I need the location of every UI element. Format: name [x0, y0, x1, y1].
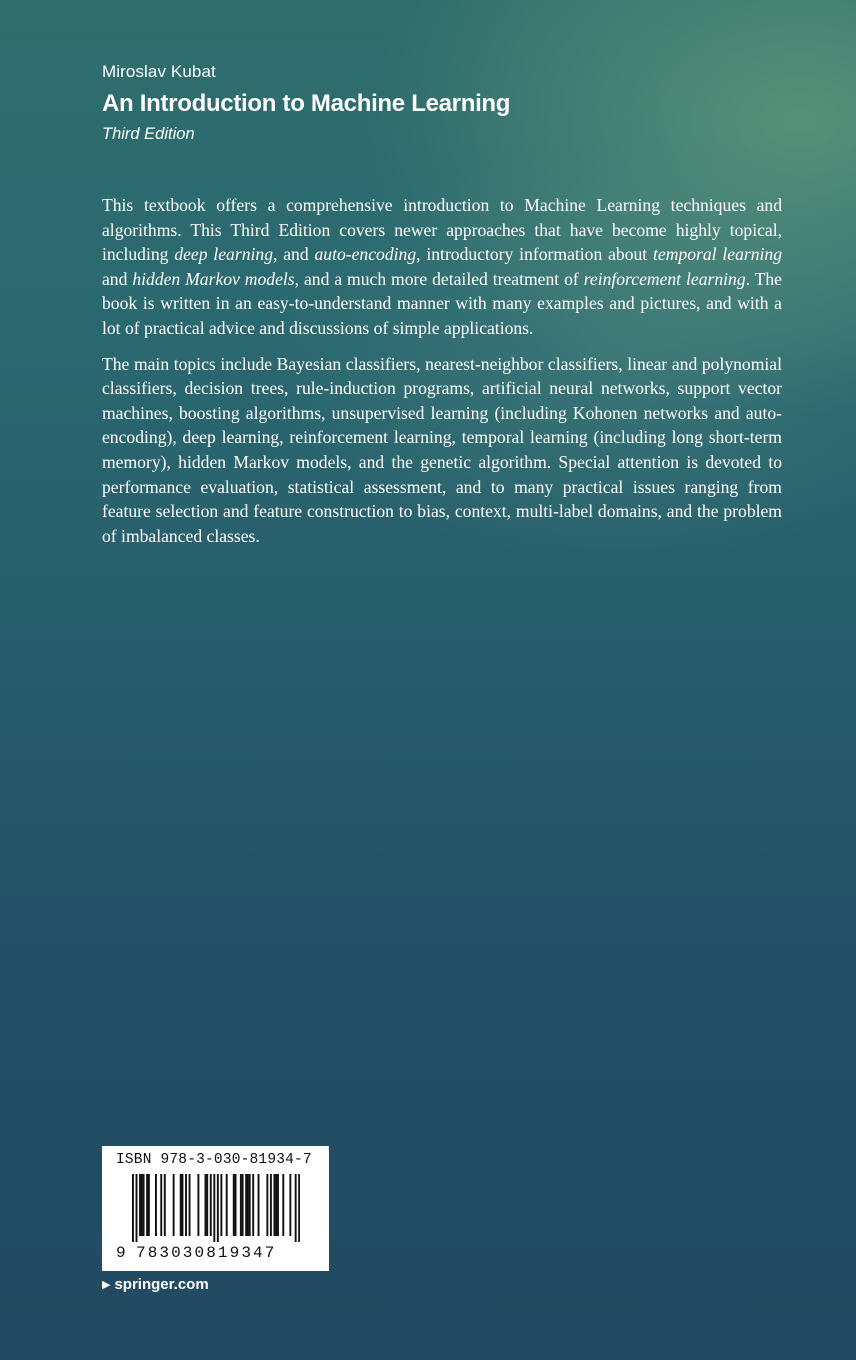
text-run: , and a much more detailed treatment of	[294, 268, 584, 289]
publisher-link[interactable]	[102, 1276, 209, 1293]
isbn-first-digit: 9	[116, 1244, 126, 1262]
barcode-bar	[205, 1174, 207, 1236]
barcode-bar	[213, 1174, 215, 1242]
barcode-bar	[226, 1174, 228, 1236]
text-run: and	[102, 268, 133, 289]
barcode-bar	[143, 1174, 145, 1236]
barcode-bar	[206, 1174, 208, 1236]
barcode-bar	[173, 1174, 175, 1236]
barcode-bar	[217, 1174, 219, 1242]
barcode-bar	[249, 1174, 251, 1236]
barcode-bar	[270, 1174, 272, 1236]
author-name: Miroslav Kubat	[102, 62, 216, 81]
barcode-bar	[210, 1174, 212, 1236]
barcode-bar	[233, 1174, 235, 1236]
barcode-bar	[298, 1174, 300, 1242]
barcode-bar	[197, 1174, 199, 1236]
barcode-bar	[252, 1174, 254, 1236]
arrow-right-icon: ▶	[102, 1279, 111, 1291]
barcode-bar	[242, 1174, 244, 1236]
barcode-bar	[132, 1174, 134, 1242]
barcode-bar	[189, 1174, 191, 1236]
isbn-barcode-box	[102, 1146, 329, 1271]
barcode-bar	[273, 1174, 275, 1236]
text-run: . The book is written in an easy-to-understand manner with many examples and pictures, and with a lot of practical advice and discussions of simple applications.	[102, 268, 782, 338]
description-paragraph-2: The main topics include Bayesian classifiers, nearest-neighbor classifiers, linear and polynomial classifiers, decision trees, rule-induction programs, artificial neural networks, support vector machines, boosting algorithms, unsupervised learning (including Kohonen networks and auto-encoding), deep learning, reinforcement learning, temporal learning (including long short-term memory), hidden Markov models, and the genetic algorithm. Special attention is devoted to performance evaluation, statistical assessment, and to many practical issues ranging from feature selection and feature construction to bias, context, multi-label domains, and the problem of imbalanced classes.	[102, 353, 782, 546]
barcode-bar	[258, 1174, 260, 1236]
description-paragraph-1	[102, 193, 782, 341]
italic-term: hidden Markov models	[132, 268, 295, 289]
text-run: , introductory information about	[416, 244, 654, 265]
description	[102, 193, 782, 559]
barcode-bar	[164, 1174, 166, 1236]
isbn-label: ISBN 978-3-030-81934-7	[116, 1152, 312, 1168]
barcode-bar	[148, 1174, 150, 1236]
italic-term: reinforcement learning	[583, 268, 746, 289]
barcode-bar	[220, 1174, 222, 1236]
barcode-bar	[139, 1174, 141, 1236]
barcode-bar	[185, 1174, 187, 1236]
barcode-bar	[240, 1174, 242, 1236]
italic-term: deep learning,	[174, 244, 278, 265]
barcode-bar	[245, 1174, 247, 1236]
barcode-bar	[141, 1174, 143, 1236]
barcode-bar	[247, 1174, 249, 1236]
edition-label: Third Edition	[102, 125, 195, 143]
italic-term: auto-encoding	[314, 244, 417, 265]
barcode-bar	[295, 1174, 297, 1242]
barcode-bar	[275, 1174, 277, 1236]
book-title: An Introduction to Machine Learning	[102, 90, 511, 117]
barcode-bar	[277, 1174, 279, 1236]
barcode-bar	[155, 1174, 157, 1236]
barcode-bar	[136, 1174, 138, 1242]
publisher-link-text: springer.com	[114, 1276, 209, 1293]
barcode-bar	[146, 1174, 148, 1236]
barcode-bar	[282, 1174, 284, 1236]
barcode-bar	[182, 1174, 184, 1236]
italic-term: temporal learning	[653, 244, 783, 265]
text-run: This textbook offers a comprehensive introduction to Machine Learning techniques and algorithms. This Third Edition covers newer approaches that have become highly topical, including	[102, 195, 782, 265]
isbn-digit-string: 783030819347	[136, 1244, 277, 1262]
barcode-bar	[289, 1174, 291, 1236]
barcode-graphic	[132, 1174, 300, 1242]
barcode-bar	[235, 1174, 237, 1236]
text-run: and	[277, 244, 315, 265]
barcode-bar	[160, 1174, 162, 1236]
barcode-bar	[266, 1174, 268, 1236]
barcode-bar	[180, 1174, 182, 1236]
